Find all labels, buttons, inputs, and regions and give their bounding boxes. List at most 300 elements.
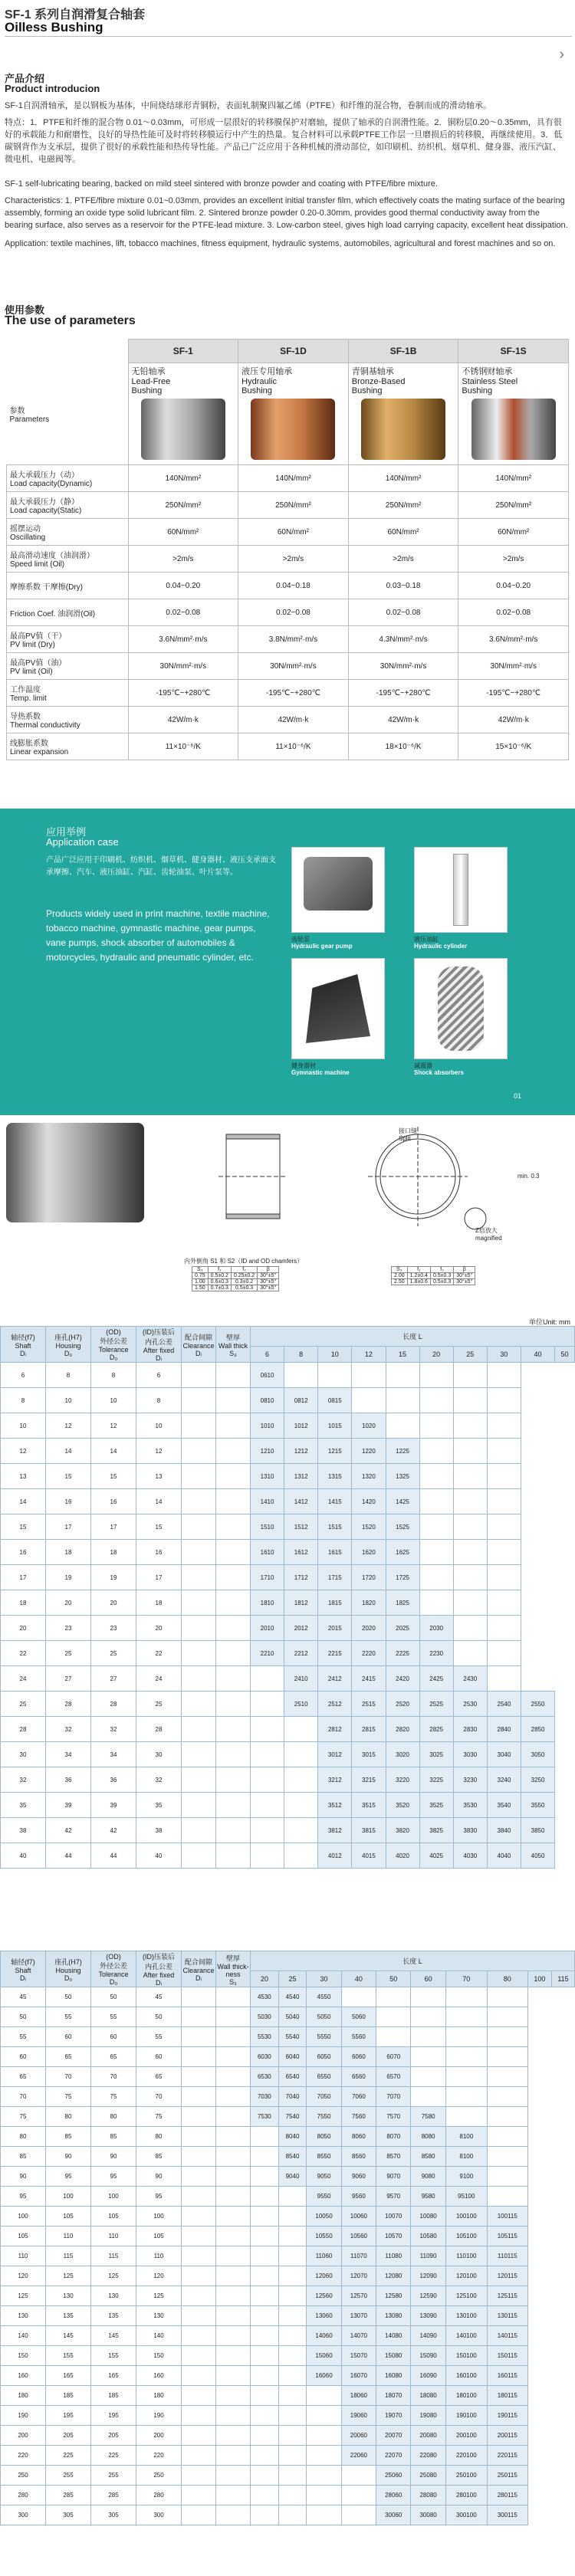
part-code-cell: 10050 — [307, 2207, 341, 2227]
param-value: 250N/mm² — [458, 492, 569, 519]
part-code-cell — [453, 1514, 487, 1540]
clearance-cell — [182, 1692, 216, 1717]
clearance-cell — [182, 2446, 216, 2466]
clearance-cell — [182, 1793, 216, 1818]
part-code-cell: 1720 — [352, 1565, 386, 1590]
part-code-cell: 3040 — [487, 1742, 521, 1767]
part-code-cell: 1312 — [284, 1464, 318, 1489]
part-code-cell: 7060 — [341, 2087, 376, 2107]
length-col: 30 — [307, 1971, 341, 1987]
size-table-head: (ID)压装后 内孔公差 After fixed Dᵢ — [136, 1327, 182, 1363]
param-value: 42W/m·k — [458, 707, 569, 733]
part-code-cell: 6040 — [278, 2047, 307, 2067]
chamfer-cell: 0.25±0.2 — [231, 1273, 257, 1279]
part-code-cell — [251, 1818, 284, 1843]
part-code-cell: 12580 — [376, 2286, 411, 2306]
clearance-cell — [216, 2047, 251, 2067]
part-code-cell: 6050 — [307, 2047, 341, 2067]
param-value: 30N/mm²·m/s — [348, 653, 458, 680]
part-code-cell — [278, 2505, 307, 2525]
part-code-cell: 160100 — [445, 2366, 487, 2386]
dimension-cell: 39 — [46, 1793, 91, 1818]
part-code-cell: 2840 — [487, 1717, 521, 1742]
clearance-cell — [216, 1818, 251, 1843]
chamfer-head: β — [258, 1267, 279, 1273]
part-code-cell: 7530 — [251, 2107, 279, 2127]
clearance-cell — [182, 2127, 216, 2147]
table-row — [1, 2366, 575, 2386]
chamfer-cell: 30°±5° — [258, 1285, 279, 1291]
dimension-cell: 90 — [1, 2167, 46, 2187]
param-value: -195℃~+280℃ — [128, 680, 238, 707]
dimension-cell: 140 — [1, 2326, 46, 2346]
part-code-cell — [251, 2147, 279, 2167]
length-col: 20 — [419, 1347, 453, 1363]
param-label: 摩擦系数 干摩擦(Dry) — [7, 573, 129, 599]
part-code-cell: 14070 — [341, 2326, 376, 2346]
part-code-cell — [251, 2346, 279, 2366]
part-code-cell: 25060 — [376, 2466, 411, 2486]
clearance-cell — [182, 1540, 216, 1565]
part-code-cell: 11060 — [307, 2246, 341, 2266]
chamfer-cell: 0.6±0.3 — [208, 1279, 231, 1285]
model-cell — [128, 363, 238, 465]
dimension-cell: 60 — [46, 2027, 91, 2047]
dimension-cell: 12 — [91, 1413, 136, 1439]
param-value: >2m/s — [348, 546, 458, 573]
size-table-head: 壁厚 Wall thick- ness S₃ — [216, 1951, 251, 1987]
dimension-cell: 150 — [1, 2346, 46, 2366]
dimension-cell: 34 — [91, 1742, 136, 1767]
part-code-cell: 3520 — [386, 1793, 419, 1818]
part-code-cell — [376, 1987, 411, 2007]
part-code-cell: 3812 — [318, 1818, 352, 1843]
part-code-cell — [487, 2007, 527, 2027]
part-code-cell — [318, 1363, 352, 1388]
part-code-cell — [411, 2047, 445, 2067]
app-card-gear-pump — [291, 847, 385, 933]
part-code-cell: 19060 — [341, 2406, 376, 2426]
param-label: 最大承载压力（静） Load capacity(Static) — [7, 492, 129, 519]
part-code-cell: 8070 — [376, 2127, 411, 2147]
part-code-cell: 28080 — [411, 2486, 445, 2505]
part-code-cell: 2420 — [386, 1666, 419, 1692]
dimension-cell: 8 — [46, 1363, 91, 1388]
chamfer-cell: 30°±5° — [454, 1279, 475, 1285]
chevron-right-icon[interactable]: › — [559, 46, 564, 63]
param-label: 摇摆运动 Oscillating — [7, 519, 129, 546]
page-header — [0, 0, 575, 61]
part-code-cell: 2850 — [521, 1717, 555, 1742]
part-code-cell: 2430 — [453, 1666, 487, 1692]
dimension-cell: 20 — [46, 1590, 91, 1616]
dimension-cell: 45 — [1, 1987, 46, 2007]
part-code-cell — [251, 2266, 279, 2286]
dimension-cell: 195 — [91, 2406, 136, 2426]
part-code-cell: 4550 — [307, 1987, 341, 2007]
dimension-cell: 6 — [1, 1363, 46, 1388]
part-code-cell: 7070 — [376, 2087, 411, 2107]
clearance-cell — [182, 2147, 216, 2167]
part-code-cell: 1712 — [284, 1565, 318, 1590]
param-value: -195℃~+280℃ — [348, 680, 458, 707]
part-code-cell: 2815 — [352, 1717, 386, 1742]
part-code-cell — [251, 2286, 279, 2306]
part-code-cell — [278, 2406, 307, 2426]
param-value: 11×10⁻⁶/K — [238, 733, 349, 760]
part-code-cell: 7570 — [376, 2107, 411, 2127]
part-code-cell: 8080 — [411, 2127, 445, 2147]
part-code-cell: 3515 — [352, 1793, 386, 1818]
part-code-cell: 160115 — [487, 2366, 527, 2386]
intro-p4: Characteristics: 1. PTFE/fibre mixture 0.01~0.03mm, provides an excellent initial transfer film, which effectively coats the mating surface of the bearing assembly, forming an oxide type solid lubricant film. 2. Sintered bronze powder 0.20-0.30mm, provides good thermal conductivity away from the bearing surface, also serves as a reservoir for the PTFE-lead mixture. 3. Low-carbon steel, gives high load carrying capacity, excellent heat dissipation. — [5, 196, 568, 230]
size-table-head: 配合间隙 Clearance Dᵢ — [182, 1951, 216, 1987]
part-code-cell: 15060 — [307, 2346, 341, 2366]
param-value: 42W/m·k — [238, 707, 349, 733]
part-code-cell: 9550 — [307, 2187, 341, 2207]
part-code-cell: 1010 — [251, 1413, 284, 1439]
clearance-cell — [182, 2227, 216, 2246]
dimension-cell: 27 — [46, 1666, 91, 1692]
part-code-cell: 0815 — [318, 1388, 352, 1413]
clearance-cell — [182, 2406, 216, 2426]
dimension-cell: 280 — [136, 2486, 182, 2505]
table-row — [1, 2027, 575, 2047]
part-code-cell: 3240 — [487, 1767, 521, 1793]
clearance-cell — [182, 2187, 216, 2207]
clearance-cell — [216, 1489, 251, 1514]
part-code-cell: 125100 — [445, 2286, 487, 2306]
chamfer-cell: 0.5±0.3 — [430, 1273, 453, 1279]
part-code-cell — [419, 1489, 453, 1514]
app-caption: Hydraulic gear pump — [291, 943, 353, 950]
part-code-cell — [445, 2107, 487, 2127]
params-row — [7, 465, 569, 492]
clearance-cell — [216, 1742, 251, 1767]
part-code-cell — [453, 1489, 487, 1514]
part-code-cell: 1012 — [284, 1413, 318, 1439]
dimension-cell: 90 — [46, 2147, 91, 2167]
size-table-head: (OD) 外径公差 Tolerance D₀ — [91, 1327, 136, 1363]
chamfer-head: f₁ — [407, 1267, 430, 1273]
dimension-cell: 12 — [1, 1439, 46, 1464]
table-row — [1, 2286, 575, 2306]
length-col: 50 — [376, 1971, 411, 1987]
magnified-label: Z倍放大 magnified — [475, 1227, 502, 1242]
part-code-cell — [251, 1666, 284, 1692]
dimension-cell: 39 — [91, 1793, 136, 1818]
dimension-cell: 60 — [91, 2027, 136, 2047]
part-code-cell: 18080 — [411, 2386, 445, 2406]
dimension-cell: 28 — [136, 1717, 182, 1742]
part-code-cell: 2215 — [318, 1641, 352, 1666]
dimension-cell: 10 — [46, 1388, 91, 1413]
part-code-cell — [487, 2127, 527, 2147]
dimension-cell: 185 — [46, 2386, 91, 2406]
chamfer-cell: 0.5±0.3 — [430, 1279, 453, 1285]
app-caption: Hydraulic cylinder — [414, 943, 468, 950]
chamfer-caption: 内外倒角 S1 和 S2（ID and OD chamfers） — [184, 1258, 304, 1265]
dimension-cell: 14 — [46, 1439, 91, 1464]
part-code-cell: 6060 — [341, 2047, 376, 2067]
part-code-cell: 0610 — [251, 1363, 284, 1388]
part-code-cell — [487, 1464, 521, 1489]
clearance-cell — [216, 2326, 251, 2346]
dimension-cell: 10 — [136, 1413, 182, 1439]
part-code-cell — [453, 1641, 487, 1666]
table-row — [1, 2306, 575, 2326]
dimension-cell: 300 — [1, 2505, 46, 2525]
dimension-cell: 17 — [91, 1514, 136, 1540]
table-row — [1, 2087, 575, 2107]
dimension-cell: 25 — [136, 1692, 182, 1717]
dimension-cell: 155 — [46, 2346, 91, 2366]
split-label: 接口缝 Split — [399, 1127, 417, 1142]
part-code-cell: 3830 — [453, 1818, 487, 1843]
part-code-cell: 110115 — [487, 2246, 527, 2266]
part-code-cell: 2220 — [352, 1641, 386, 1666]
dimension-cell: 140 — [136, 2326, 182, 2346]
part-code-cell — [487, 2027, 527, 2047]
bushing-image — [251, 399, 335, 460]
dimension-cell: 45 — [136, 1987, 182, 2007]
part-code-cell: 2415 — [352, 1666, 386, 1692]
part-code-cell: 2025 — [386, 1616, 419, 1641]
part-code-cell: 10080 — [411, 2207, 445, 2227]
clearance-cell — [216, 2346, 251, 2366]
table-row — [1, 1363, 575, 1388]
table-row — [1, 1692, 575, 1717]
dimension-cell: 8 — [136, 1388, 182, 1413]
params-row — [7, 653, 569, 680]
part-code-cell: 3525 — [419, 1793, 453, 1818]
dimension-cell: 44 — [91, 1843, 136, 1869]
part-code-cell — [284, 1742, 318, 1767]
part-code-cell: 4020 — [386, 1843, 419, 1869]
part-code-cell: 8100 — [445, 2127, 487, 2147]
part-code-cell: 10570 — [376, 2227, 411, 2246]
params-row — [7, 599, 569, 626]
part-code-cell: 28060 — [376, 2486, 411, 2505]
part-code-cell — [419, 1464, 453, 1489]
dimension-cell: 36 — [91, 1767, 136, 1793]
dimension-cell: 30 — [136, 1742, 182, 1767]
dimension-cell: 70 — [1, 2087, 46, 2107]
part-code-cell: 4050 — [521, 1843, 555, 1869]
part-code-cell — [487, 1666, 521, 1692]
part-code-cell — [251, 1742, 284, 1767]
part-code-cell: 1520 — [352, 1514, 386, 1540]
dimension-cell: 14 — [136, 1489, 182, 1514]
clearance-cell — [182, 1767, 216, 1793]
dimension-cell: 180 — [136, 2386, 182, 2406]
technical-drawing — [0, 1119, 575, 1311]
app-heading-cn: 应用举例 — [46, 826, 87, 838]
chamfer-head: f₁ — [208, 1267, 231, 1273]
part-code-cell: 1220 — [352, 1439, 386, 1464]
clearance-cell — [182, 1987, 216, 2007]
part-code-cell — [251, 1793, 284, 1818]
app-card-gym — [291, 958, 385, 1059]
clearance-cell — [216, 1464, 251, 1489]
dimension-cell: 125 — [91, 2266, 136, 2286]
dimension-cell: 20 — [136, 1616, 182, 1641]
length-col: 60 — [411, 1971, 445, 1987]
part-code-cell: 2012 — [284, 1616, 318, 1641]
part-code-cell: 5040 — [278, 2007, 307, 2027]
part-code-cell: 5050 — [307, 2007, 341, 2027]
clearance-cell — [216, 1363, 251, 1388]
part-code-cell: 25080 — [411, 2466, 445, 2486]
table-row — [1, 1717, 575, 1742]
length-col: 40 — [341, 1971, 376, 1987]
chamfer-cell: 0.5±0.2 — [208, 1273, 231, 1279]
part-code-cell: 1315 — [318, 1464, 352, 1489]
part-code-cell: 15080 — [376, 2346, 411, 2366]
dimension-cell: 16 — [46, 1489, 91, 1514]
dimension-cell: 120 — [1, 2266, 46, 2286]
dimension-cell: 25 — [46, 1641, 91, 1666]
part-code-cell — [487, 2187, 527, 2207]
clearance-cell — [216, 2286, 251, 2306]
dimension-cell: 75 — [136, 2107, 182, 2127]
model-sf1s: SF-1S — [458, 340, 569, 363]
part-code-cell: 19080 — [411, 2406, 445, 2426]
dimension-cell: 60 — [1, 2047, 46, 2067]
table-row — [1, 2227, 575, 2246]
app-caption: 健身器材 — [291, 1062, 316, 1069]
part-code-cell — [341, 2505, 376, 2525]
dimension-cell: 225 — [46, 2446, 91, 2466]
dimension-cell: 90 — [91, 2147, 136, 2167]
part-code-cell — [251, 2326, 279, 2346]
part-code-cell: 5560 — [341, 2027, 376, 2047]
part-code-cell: 15070 — [341, 2346, 376, 2366]
part-code-cell — [251, 2207, 279, 2227]
param-value: >2m/s — [458, 546, 569, 573]
part-code-cell: 13080 — [376, 2306, 411, 2326]
clearance-cell — [182, 1843, 216, 1869]
param-label: 线膨胀系数 Linear expansion — [7, 733, 129, 760]
part-code-cell — [487, 2087, 527, 2107]
app-heading-en: Application case — [46, 836, 119, 848]
intro-heading-cn: 产品介绍 — [5, 73, 45, 84]
clearance-cell — [182, 2207, 216, 2227]
part-code-cell: 1412 — [284, 1489, 318, 1514]
dimension-cell: 250 — [1, 2466, 46, 2486]
chamfer-cell: 0.75 — [192, 1273, 209, 1279]
part-code-cell — [487, 1540, 521, 1565]
dimension-cell: 80 — [136, 2127, 182, 2147]
dimension-cell: 15 — [136, 1514, 182, 1540]
dimension-cell: 15 — [46, 1464, 91, 1489]
model-sf1b: SF-1B — [348, 340, 458, 363]
params-row — [7, 546, 569, 573]
part-code-cell: 18070 — [376, 2386, 411, 2406]
part-code-cell: 280115 — [487, 2486, 527, 2505]
clearance-cell — [182, 2246, 216, 2266]
clearance-cell — [216, 2067, 251, 2087]
dimension-cell: 100 — [46, 2187, 91, 2207]
chamfer-head: β — [454, 1267, 475, 1273]
bushing-image — [141, 399, 225, 460]
part-code-cell: 3512 — [318, 1793, 352, 1818]
clearance-cell — [216, 1388, 251, 1413]
dimension-cell: 130 — [46, 2286, 91, 2306]
part-code-cell: 12590 — [411, 2286, 445, 2306]
param-value: 4.3N/mm²·m/s — [348, 626, 458, 653]
dimension-cell: 95 — [136, 2187, 182, 2207]
clearance-cell — [182, 2366, 216, 2386]
part-code-cell: 2412 — [318, 1666, 352, 1692]
dimension-cell: 20 — [91, 1590, 136, 1616]
part-code-cell: 4012 — [318, 1843, 352, 1869]
params-row — [7, 733, 569, 760]
part-code-cell — [307, 2486, 341, 2505]
part-code-cell: 3815 — [352, 1818, 386, 1843]
param-value: 30N/mm²·m/s — [238, 653, 349, 680]
part-code-cell — [278, 2246, 307, 2266]
dimension-cell: 65 — [1, 2067, 46, 2087]
dimension-cell: 65 — [136, 2067, 182, 2087]
part-code-cell — [251, 2227, 279, 2246]
part-code-cell — [487, 1590, 521, 1616]
dimension-cell: 125 — [1, 2286, 46, 2306]
clearance-cell — [216, 2027, 251, 2047]
table-row — [1, 1514, 575, 1540]
part-code-cell — [487, 1565, 521, 1590]
params-heading-en: The use of parameters — [5, 314, 136, 327]
bushing-photo — [6, 1123, 144, 1222]
part-code-cell — [487, 1413, 521, 1439]
dimension-cell: 25 — [91, 1641, 136, 1666]
part-code-cell: 4030 — [453, 1843, 487, 1869]
part-code-cell: 18060 — [341, 2386, 376, 2406]
part-code-cell — [411, 2027, 445, 2047]
bushing-image — [361, 399, 445, 460]
part-code-cell: 140100 — [445, 2326, 487, 2346]
dimension-cell: 80 — [1, 2127, 46, 2147]
param-value: 140N/mm² — [348, 465, 458, 492]
part-code-cell: 1615 — [318, 1540, 352, 1565]
part-code-cell: 2520 — [386, 1692, 419, 1717]
part-code-cell — [419, 1540, 453, 1565]
dimension-cell: 16 — [136, 1540, 182, 1565]
clearance-cell — [216, 1692, 251, 1717]
dimension-cell: 110 — [1, 2246, 46, 2266]
param-value: -195℃~+280℃ — [458, 680, 569, 707]
part-code-cell — [487, 1641, 521, 1666]
part-code-cell — [251, 2466, 279, 2486]
dimension-cell: 305 — [91, 2505, 136, 2525]
dimension-cell: 110 — [136, 2246, 182, 2266]
part-code-cell: 13060 — [307, 2306, 341, 2326]
clearance-cell — [216, 1767, 251, 1793]
table-row — [1, 2326, 575, 2346]
title-divider — [5, 36, 572, 37]
param-value: 18×10⁻⁶/K — [348, 733, 458, 760]
part-code-cell — [341, 2466, 376, 2486]
part-code-cell: 150100 — [445, 2346, 487, 2366]
dimension-cell: 13 — [136, 1464, 182, 1489]
param-value: 3.6N/mm²·m/s — [458, 626, 569, 653]
app-card-shock — [414, 958, 508, 1059]
table-row — [1, 2266, 575, 2286]
part-code-cell — [487, 1616, 521, 1641]
part-code-cell: 9050 — [307, 2167, 341, 2187]
length-head: 长度 L — [251, 1951, 575, 1971]
dimension-cell: 30 — [1, 1742, 46, 1767]
